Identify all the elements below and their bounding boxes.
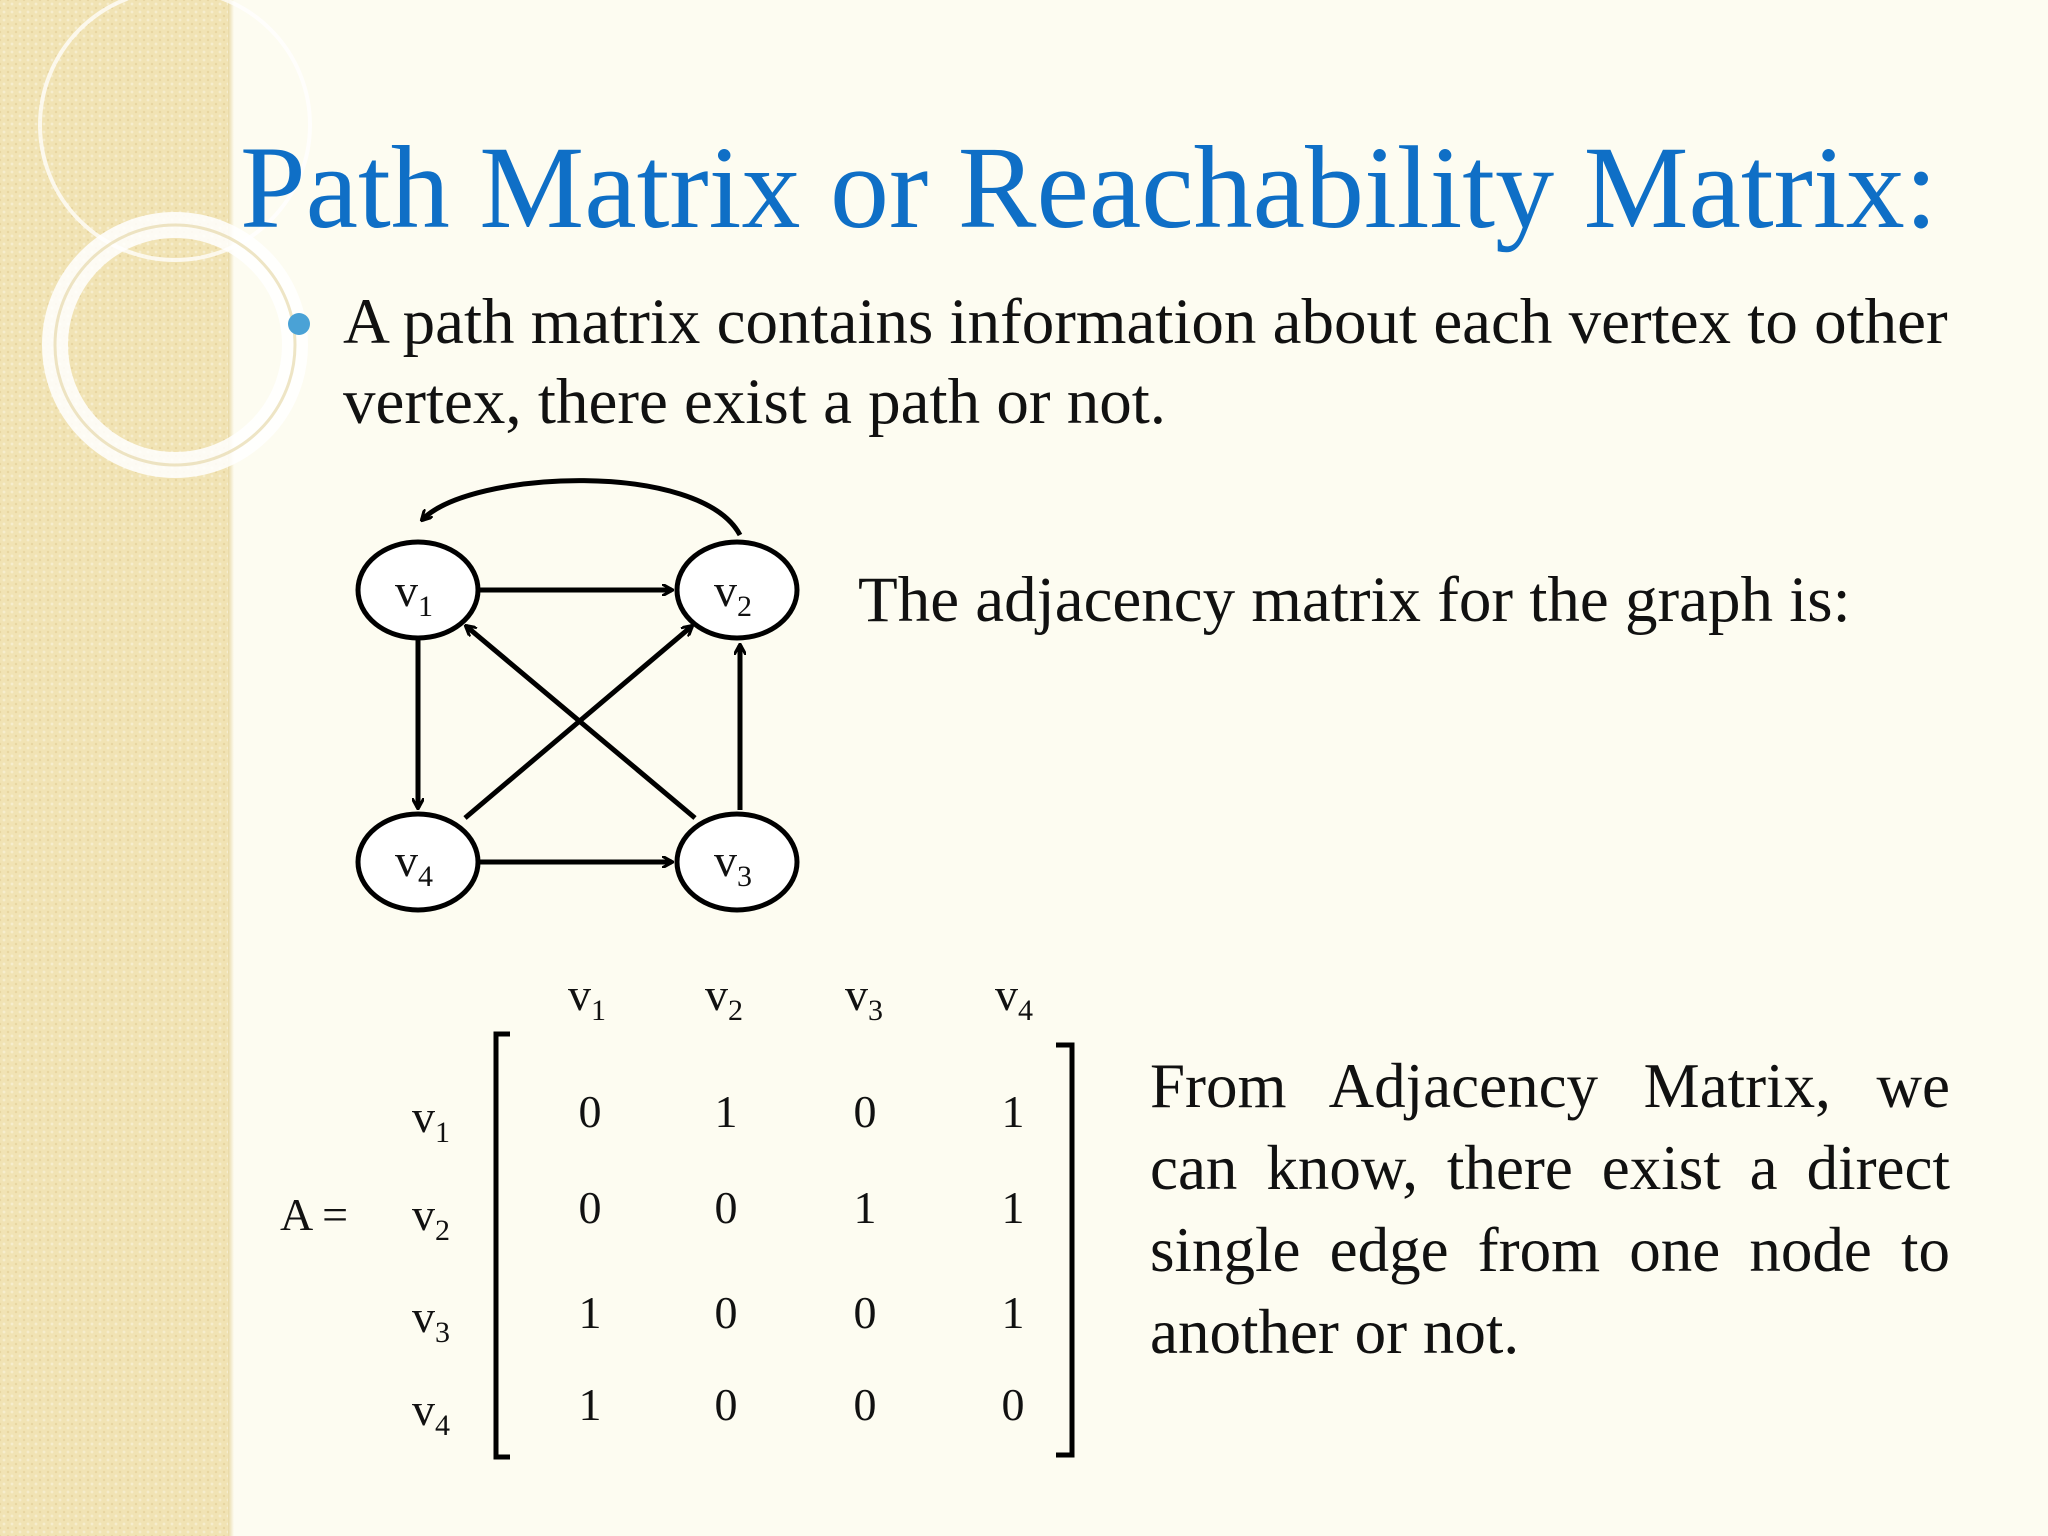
matrix-cell: 1 <box>853 1182 877 1233</box>
adjacency-caption: The adjacency matrix for the graph is: <box>858 564 1851 636</box>
matrix-cell: 0 <box>853 1086 877 1137</box>
matrix-cell: 0 <box>714 1379 738 1430</box>
matrix-cell: 0 <box>714 1287 738 1338</box>
node-label-v3: $v_3$ <box>714 835 752 893</box>
matrix-cell: 0 <box>578 1086 602 1137</box>
matrix-cell: 0 <box>853 1287 877 1338</box>
matrix-row-label: $v_4$ <box>412 1384 450 1442</box>
matrix-name: A = <box>280 1189 349 1240</box>
node-label-v2: $v_2$ <box>714 565 752 623</box>
node-label-v1: $v_1$ <box>395 565 433 623</box>
matrix-cell: 1 <box>1001 1287 1025 1338</box>
matrix-row-label: $v_2$ <box>412 1189 450 1247</box>
node-label-v4: $v_4$ <box>395 835 433 893</box>
matrix-cell: 0 <box>1001 1379 1025 1430</box>
matrix-row-label: $v_3$ <box>412 1291 450 1349</box>
matrix-cell: 1 <box>714 1086 738 1137</box>
right-bracket <box>1056 1045 1072 1455</box>
matrix-cell: 1 <box>578 1287 602 1338</box>
explanation-text: From Adjacency Matrix, we can know, there exist a direct single edge from one node to another or not. <box>1150 1051 1950 1367</box>
matrix-cell: 0 <box>714 1182 738 1233</box>
matrix-col-label: $v_4$ <box>995 969 1033 1027</box>
matrix-col-label: $v_3$ <box>845 969 883 1027</box>
matrix-col-label: $v_1$ <box>568 969 606 1027</box>
matrix-cell: 0 <box>853 1379 877 1430</box>
matrix-row-label: $v_1$ <box>412 1091 450 1149</box>
matrix-cell: 1 <box>1001 1182 1025 1233</box>
left-bracket <box>496 1034 510 1457</box>
matrix-cell: 1 <box>1001 1086 1025 1137</box>
slide-title: Path Matrix or Reachability Matrix: <box>240 122 1938 253</box>
bullet-text: A path matrix contains information about each vertex to other vertex, there exist a path or not. <box>343 286 1948 438</box>
matrix-cell: 1 <box>578 1379 602 1430</box>
matrix-col-label: $v_2$ <box>705 969 743 1027</box>
matrix-cell: 0 <box>578 1182 602 1233</box>
